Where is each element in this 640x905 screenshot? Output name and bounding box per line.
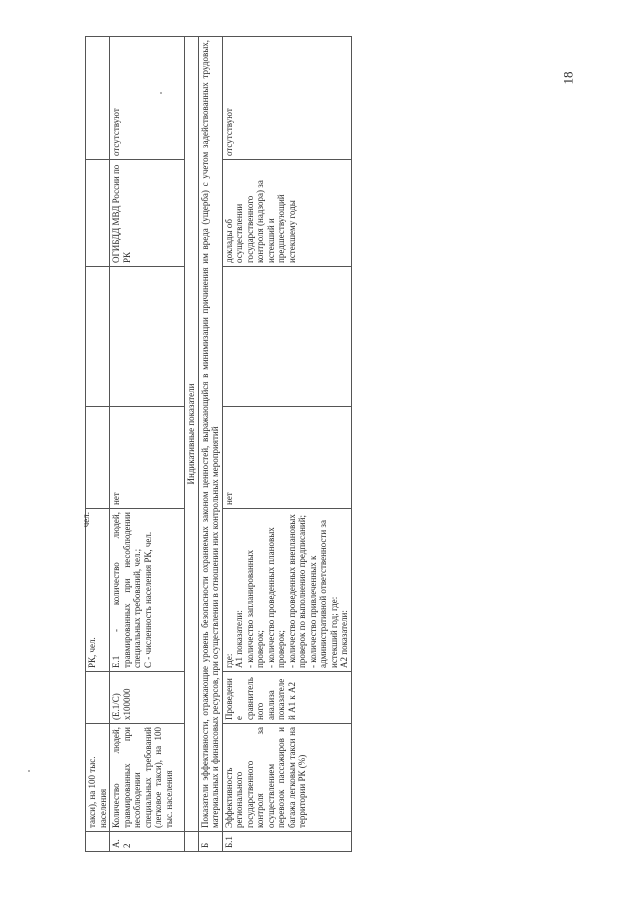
page-number: 18: [560, 71, 576, 85]
cell-empty: [86, 267, 110, 407]
table-row-continuation: [86, 37, 110, 852]
cell-note: отсутствуют: [110, 37, 185, 160]
cell-code: Б.1: [222, 832, 351, 852]
cell-empty: [110, 267, 185, 407]
cell-description: РК, чел.: [86, 509, 110, 672]
cell-section-description: Показатели эффективности, отражающие уровень безопасности охраняемых законом ценностей, выражающийся в минимизации причинения им вреда (ущерба) с учетом задействованных трудовых, материальных и финансовых ресурсов, при осуществлении в отношении них контрольных мероприятий: [198, 37, 222, 832]
scan-speck: [28, 770, 30, 772]
cell-note: [86, 37, 110, 160]
section-title: Индикативные показатели: [185, 37, 199, 832]
rotated-page-content: [80, 37, 349, 852]
cell-source: доклады об осуществлении государственного контроля (надзора) за истекший и предшествующий истекшему годы: [222, 160, 351, 267]
indicators-table: [80, 36, 352, 852]
description-text: Е.1 - количество людей, травмированных при несоблюдении специальных требований, чел.; С - численность населения РК, чел.: [111, 512, 153, 668]
cell-formula: (Е.1/С) х100000: [110, 672, 185, 724]
table-row-a2: [110, 37, 185, 852]
table-row-b1: [222, 37, 351, 852]
cell-source: ОГИБДД МВД России по РК: [110, 160, 185, 267]
cell-description: где: А1 показатели: - количество запланированных проверок; - количество проведенных плановых проверок; - количество проведенных внеплановых проверок по выполнению предписаний; - количество привлеченных к административной ответственности за истекший год; где: А2 показатели:: [222, 509, 351, 672]
cell-flag: нет: [222, 407, 351, 509]
cell-name: Количество людей, травмированных при несоблюдении специальных требований (легковое такси), на 100 тыс. населения: [110, 724, 185, 832]
cell-code: Б: [198, 832, 222, 852]
cell-code: А.2: [110, 832, 185, 852]
table-row-section-header: [185, 37, 199, 852]
cell-code: [86, 832, 110, 852]
unit-text: чел.: [80, 512, 91, 528]
cell-empty: [222, 267, 351, 407]
cell-formula: Проведение сравнительного анализа показателей А1 к А2: [222, 672, 351, 724]
cell-code: [185, 832, 199, 852]
cell-source: [86, 160, 110, 267]
cell-formula: [86, 672, 110, 724]
cell-description: [80, 509, 185, 672]
cell-name: Эффективность регионального государственного контроля за осуществлением перевозок пассажиров и багажа легковым такси на территории РК (%): [222, 724, 351, 832]
cell-flag: нет: [110, 407, 185, 509]
cell-flag: [86, 407, 110, 509]
table-row-b: [198, 37, 222, 852]
cell-name: такси), на 100 тыс. населения: [86, 724, 110, 832]
cell-note: отсутствуют: [222, 37, 351, 160]
